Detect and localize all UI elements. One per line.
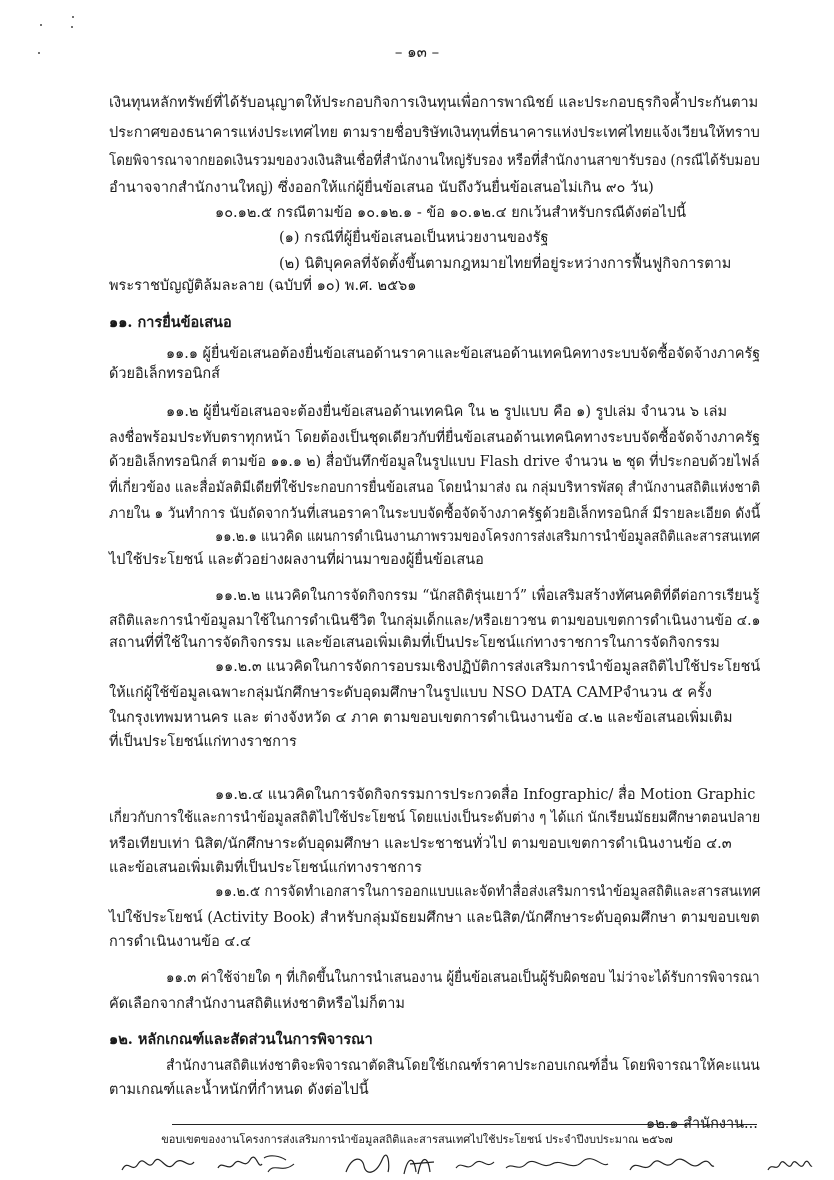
scan-speck	[72, 16, 74, 18]
scan-speck	[71, 26, 73, 28]
continuation-note: ๑๒.๑ สำนักงาน...	[646, 1116, 758, 1132]
paragraph-line: คัดเลือกจากสำนักงานสถิติแห่งชาติหรือไม่ก็ตาม	[109, 996, 405, 1012]
signature-8	[766, 1152, 814, 1178]
paragraph-line: ประกาศของธนาคารแห่งประเทศไทย ตามรายชื่อบริษัทเงินทุนที่ธนาคารแห่งประเทศไทยแจ้งเวียนให้ทราบ	[109, 125, 760, 141]
list-item: (๒) นิติบุคคลที่จัดตั้งขึ้นตามกฎหมายไทยที่อยู่ระหว่างการฟื้นฟูกิจการตาม	[279, 256, 732, 272]
paragraph-line: พระราชบัญญัติล้มละลาย (ฉบับที่ ๑๐) พ.ศ. ๒๕๖๑	[109, 278, 417, 294]
subclause-line: ๑๑.๒.๔ แนวคิดในการจัดกิจกรรมการประกวดสื่อ Infographic/ สื่อ Motion Graphic	[215, 787, 756, 803]
signature-3	[260, 1152, 300, 1178]
paragraph-line: ด้วยอิเล็กทรอนิกส์ ตามข้อ ๑๑.๑ ๒) สื่อบันทึกข้อมูลในรูปแบบ Flash drive จำนวน ๒ ชุด ที่ประกอบด้วยไฟล์	[109, 454, 760, 470]
paragraph-line: ภายใน ๑ วันทำการ นับถัดจากวันที่เสนอราคาในระบบจัดซื้อจัดจ้างภาครัฐด้วยอิเล็กทรอนิกส์ มีรายละเอียด ดังนี้	[109, 506, 761, 522]
paragraph-line: การดำเนินงานข้อ ๔.๔	[109, 934, 251, 950]
paragraph-line: ไปใช้ประโยชน์ และตัวอย่างผลงานที่ผ่านมาของผู้ยื่นข้อเสนอ	[109, 552, 484, 568]
signature-1	[118, 1152, 198, 1178]
signature-2	[214, 1152, 264, 1178]
signature-row	[118, 1152, 818, 1178]
paragraph-line: และข้อเสนอเพิ่มเติมที่เป็นประโยชน์แก่ทางราชการ	[109, 860, 422, 876]
paragraph-line: สถิติและการนำข้อมูลมาใช้ในการดำเนินชีวิต ในกลุ่มเด็กและ/หรือเยาวชน ตามขอบเขตการดำเนินงานข้อ ๔.๑	[109, 613, 761, 629]
paragraph-line: สถานที่ที่ใช้ในการจัดกิจกรรม และข้อเสนอเพิ่มเติมที่เป็นประโยชน์แก่ทางราชการในการจัดกิจกรรม	[109, 635, 720, 651]
paragraph-line: สำนักงานสถิติแห่งชาติจะพิจารณาตัดสินโดยใช้เกณฑ์ราคาประกอบเกณฑ์อื่น โดยพิจารณาให้คะแนน	[166, 1058, 760, 1074]
paragraph-line: ด้วยอิเล็กทรอนิกส์	[109, 366, 220, 382]
paragraph-line: หรือเทียบเท่า นิสิต/นักศึกษาระดับอุดมศึกษา และประชาชนทั่วไป ตามขอบเขตการดำเนินงานข้อ ๔.๓	[109, 836, 732, 852]
paragraph-line: ที่เกี่ยวข้อง และสื่อมัลติมีเดียที่ใช้ประกอบการยื่นข้อเสนอ โดยนำมาส่ง ณ กลุ่มบริหารพัสดุ สำนักงานสถิติแห่งชาติ	[109, 480, 761, 496]
paragraph-line: ลงชื่อพร้อมประทับตราทุกหน้า โดยต้องเป็นชุดเดียวกับที่ยื่นข้อเสนอด้านเทคนิคทางระบบจัดซื้อจัดจ้างภาครัฐ	[109, 430, 761, 446]
paragraph-line: ตามเกณฑ์และน้ำหนักที่กำหนด ดังต่อไปนี้	[109, 1082, 369, 1098]
signature-4	[342, 1152, 392, 1178]
subclause-line: ๑๑.๒.๕ การจัดทำเอกสารในการออกแบบและจัดทำสื่อส่งเสริมการนำข้อมูลสถิติและสารสนเทศ	[215, 884, 761, 900]
signature-7	[626, 1152, 716, 1178]
paragraph-line: โดยพิจารณาจากยอดเงินรวมของวงเงินสินเชื่อที่สำนักงานใหญ่รับรอง หรือที่สำนักงานสาขารับรอง (กรณีได้รับมอบ	[109, 153, 760, 169]
list-item: (๑) กรณีที่ผู้ยื่นข้อเสนอเป็นหน่วยงานของรัฐ	[279, 230, 549, 246]
subclause-line: ๑๑.๒.๒ แนวคิดในการจัดกิจกรรม “นักสถิติรุ่นเยาว์” เพื่อเสริมสร้างทัศนคติที่ดีต่อการเรียนรู้	[215, 588, 760, 604]
section-heading: ๑๑. การยื่นข้อเสนอ	[109, 314, 232, 331]
paragraph-line: ให้แก่ผู้ใช้ข้อมูลเฉพาะกลุ่มนักศึกษาระดับอุดมศึกษาในรูปแบบ NSO DATA CAMPจำนวน ๕ ครั้ง	[109, 685, 712, 701]
paragraph-line: ๑๑.๒ ผู้ยื่นข้อเสนอจะต้องยื่นข้อเสนอด้านเทคนิค ใน ๒ รูปแบบ คือ ๑) รูปเล่ม จำนวน ๖ เล่ม	[166, 404, 728, 420]
paragraph-line: ที่เป็นประโยชน์แก่ทางราชการ	[109, 734, 297, 750]
signature-6	[452, 1152, 612, 1178]
subclause-line: ๑๑.๒.๓ แนวคิดในการจัดการอบรมเชิงปฏิบัติการส่งเสริมการนำข้อมูลสถิติไปใช้ประโยชน์	[215, 659, 761, 675]
paragraph-line: เงินทุนหลักทรัพย์ที่ได้รับอนุญาตให้ประกอบกิจการเงินทุนเพื่อการพาณิชย์ และประกอบธุรกิจค้ำประกันตาม	[109, 95, 759, 111]
paragraph-line: เกี่ยวกับการใช้และการนำข้อมูลสถิติไปใช้ประโยชน์ โดยแบ่งเป็นระดับต่าง ๆ ได้แก่ นักเรียนมัธยมศึกษาตอนปลาย	[109, 810, 761, 826]
page-number: – ๑๓ –	[394, 43, 440, 61]
footer-rule	[172, 1124, 757, 1125]
paragraph-line: ๑๑.๑ ผู้ยื่นข้อเสนอต้องยื่นข้อเสนอด้านราคาและข้อเสนอด้านเทคนิคทางระบบจัดซื้อจัดจ้างภาครัฐ	[166, 346, 761, 362]
section-heading: ๑๒. หลักเกณฑ์และสัดส่วนในการพิจารณา	[109, 1031, 373, 1048]
subclause-line: ๑๐.๑๒.๕ กรณีตามข้อ ๑๐.๑๒.๑ - ข้อ ๑๐.๑๒.๔ ยกเว้นสำหรับกรณีดังต่อไปนี้	[215, 205, 687, 221]
scan-speck	[40, 24, 42, 26]
paragraph-line: ไปใช้ประโยชน์ (Activity Book) สำหรับกลุ่มมัธยมศึกษา และนิสิต/นักศึกษาระดับอุดมศึกษา ตามขอบเขต	[109, 910, 760, 926]
signature-5	[400, 1152, 440, 1178]
paragraph-line: ๑๑.๓ ค่าใช้จ่ายใด ๆ ที่เกิดขึ้นในการนำเสนองาน ผู้ยื่นข้อเสนอเป็นผู้รับผิดชอบ ไม่ว่าจะได้รับการพิจารณา	[166, 970, 760, 986]
footer-text: ขอบเขตของงานโครงการส่งเสริมการนำข้อมูลสถิติและสารสนเทศไปใช้ประโยชน์ ประจำปีงบประมาณ ๒๕๖๗	[161, 1133, 673, 1146]
subclause-line: ๑๑.๒.๑ แนวคิด แผนการดำเนินงานภาพรวมของโครงการส่งเสริมการนำข้อมูลสถิติและสารสนเทศ	[215, 529, 760, 545]
paragraph-line: อำนาจจากสำนักงานใหญ่) ซึ่งออกให้แก่ผู้ยื่นข้อเสนอ นับถึงวันยื่นข้อเสนอไม่เกิน ๙๐ วัน)	[109, 180, 654, 196]
paragraph-line: ในกรุงเทพมหานคร และ ต่างจังหวัด ๔ ภาค ตามขอบเขตการดำเนินงานข้อ ๔.๒ และข้อเสนอเพิ่มเติม	[109, 710, 733, 726]
